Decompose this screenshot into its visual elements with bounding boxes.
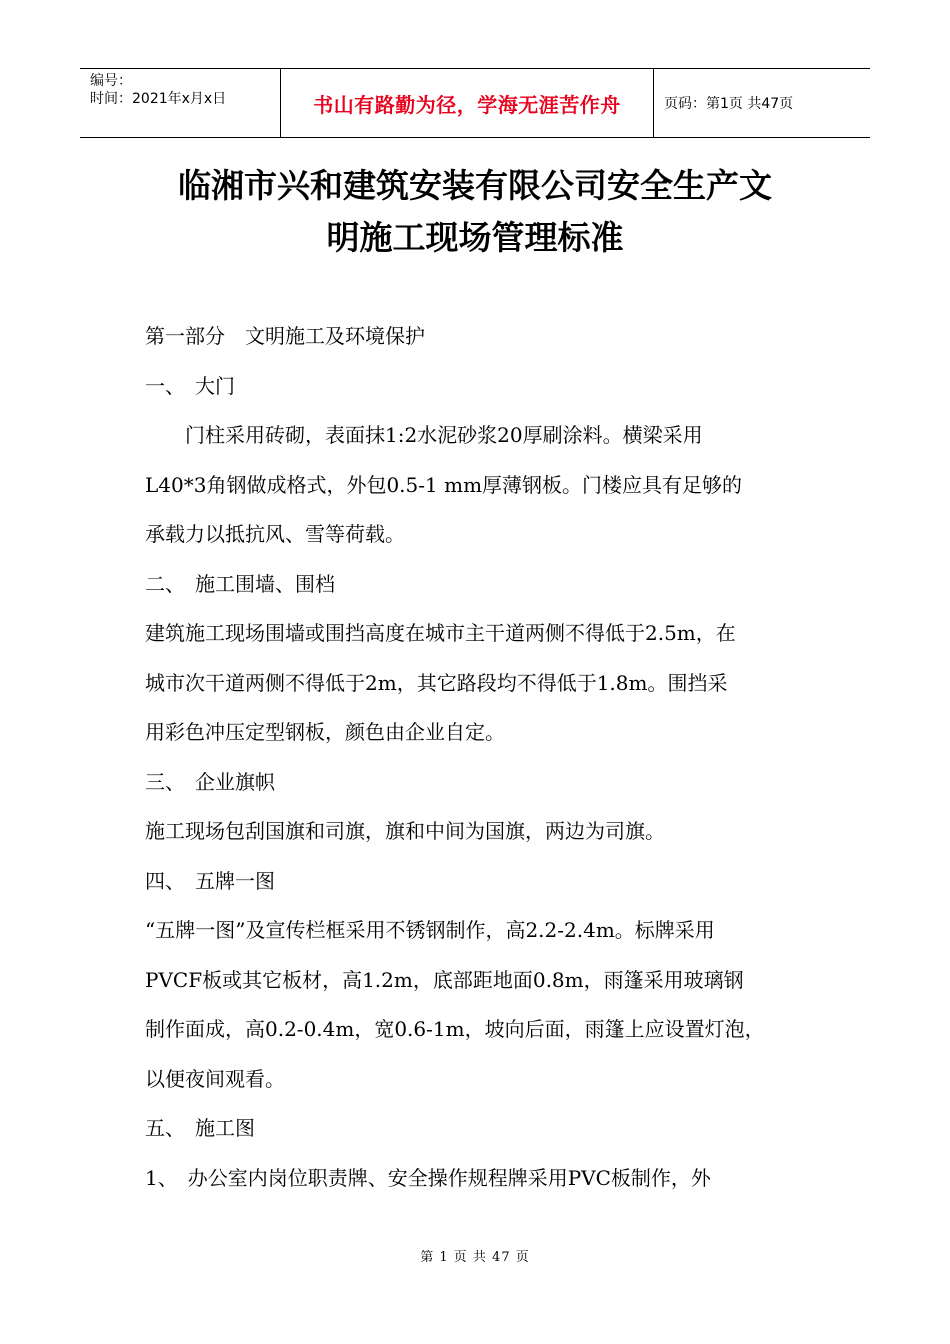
paragraph-line: 承载力以抵抗风、雪等荷载。: [145, 522, 405, 546]
paragraph-line: L40*3角钢做成格式，外包0.5-1 mm厚薄钢板。门楼应具有足够的: [145, 472, 743, 497]
time-label: 时间：2021年x月x日: [90, 91, 227, 107]
header-motto-cell: [280, 69, 654, 137]
title-line-1: 临湘市兴和建筑安装有限公司安全生产文: [178, 166, 772, 205]
header-page-info: 页码：第1页 共47页: [664, 96, 794, 112]
number-label: 编号：: [90, 73, 132, 89]
motto-text: 书山有路勤为径，学海无涯苦作舟: [313, 92, 621, 117]
paragraph-line: 1、 办公室内岗位职责牌、安全操作规程牌采用PVC板制作，外: [145, 1165, 711, 1190]
document-title: [0, 160, 950, 264]
section-heading: 第一部分 文明施工及环境保护: [145, 324, 425, 348]
paragraph-line: 制作面成，高0.2-0.4m，宽0.6-1m，坡向后面，雨篷上应设置灯泡，: [145, 1017, 765, 1041]
document-body: [145, 312, 815, 1203]
section-heading: 三、 企业旗帜: [145, 769, 275, 794]
title-line-2: 明施工现场管理标准: [326, 218, 624, 257]
header-table: [80, 68, 870, 138]
section-heading: 二、 施工围墙、围档: [145, 571, 335, 596]
section-heading: 一、 大门: [145, 373, 235, 398]
paragraph-line: 城市次干道两侧不得低于2m，其它路段均不得低于1.8m。围挡采: [145, 670, 728, 695]
paragraph-line: 施工现场包刮国旗和司旗，旗和中间为国旗，两边为司旗。: [145, 819, 665, 843]
paragraph-line: PVCF板或其它板材，高1.2m，底部距地面0.8m，雨篷采用玻璃钢: [145, 967, 744, 992]
paragraph-line: “五牌一图”及宣传栏框采用不锈钢制作，高2.2-2.4m。标牌采用: [145, 918, 715, 942]
header-meta: [80, 69, 280, 137]
section-heading: 五、 施工图: [145, 1116, 255, 1140]
paragraph-line: 门柱采用砖砌，表面抹1:2水泥砂浆20厚刷涂料。横梁采用: [145, 423, 703, 447]
paragraph-line: 以便夜间观看。: [145, 1066, 285, 1091]
page-footer: 第 1 页 共 47 页: [420, 1250, 530, 1265]
paragraph-line: 建筑施工现场围墙或围挡高度在城市主干道两侧不得低于2.5m，在: [145, 621, 736, 645]
section-heading: 四、 五牌一图: [145, 868, 275, 893]
paragraph-line: 用彩色冲压定型钢板，颜色由企业自定。: [145, 720, 505, 744]
